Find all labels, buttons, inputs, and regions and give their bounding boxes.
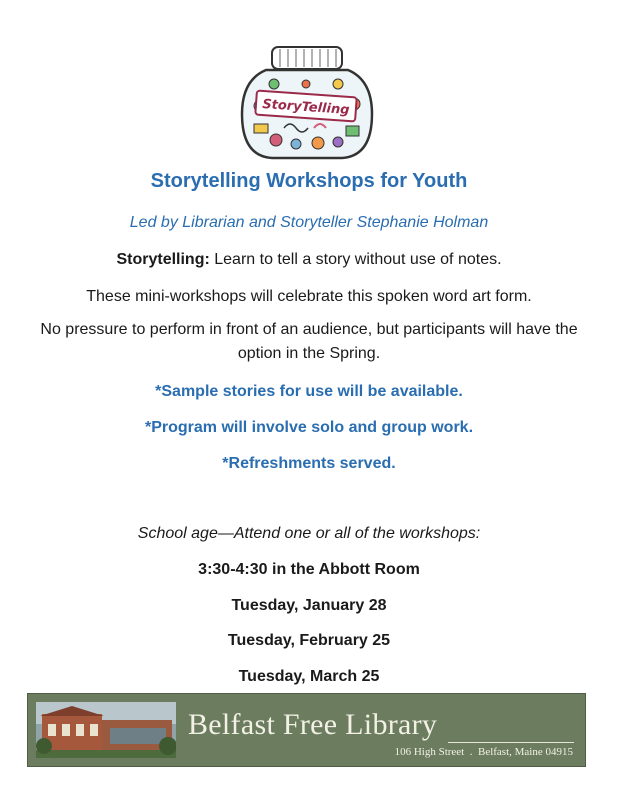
- date-item: Tuesday, January 28: [231, 597, 387, 614]
- logo-text: StoryTelling: [261, 96, 350, 119]
- library-building-image: [36, 702, 176, 758]
- banner-divider: [448, 742, 574, 743]
- date-item: Tuesday, March 25: [238, 668, 380, 685]
- description-line: These mini-workshops will celebrate this spoken word art form.: [86, 288, 532, 305]
- intro-line: [0, 248, 618, 272]
- storytelling-jar-logo: [236, 44, 378, 162]
- pressure-note: [0, 318, 618, 366]
- intro-label: Storytelling:: [116, 251, 210, 268]
- library-name: Belfast Free Library: [188, 708, 438, 741]
- highlight-item: *Sample stories for use will be available.: [155, 383, 463, 400]
- subtitle: Led by Librarian and Storyteller Stephanie Holman: [129, 214, 489, 231]
- audience-note: School age—Attend one or all of the workshops:: [137, 525, 481, 542]
- library-banner: [27, 693, 586, 767]
- pressure-note-text: No pressure to perform in front of an audience, but participants will have the option in the Spring.: [40, 321, 578, 362]
- highlight-item: *Refreshments served.: [222, 455, 396, 472]
- date-item: Tuesday, February 25: [227, 632, 391, 649]
- time-location: 3:30-4:30 in the Abbott Room: [198, 561, 420, 578]
- page-title: Storytelling Workshops for Youth: [150, 170, 468, 192]
- highlight-item: *Program will involve solo and group work.: [144, 419, 474, 436]
- intro-text: Learn to tell a story without use of notes.: [209, 251, 502, 268]
- library-address: 106 High Street . Belfast, Maine 04915: [394, 746, 573, 758]
